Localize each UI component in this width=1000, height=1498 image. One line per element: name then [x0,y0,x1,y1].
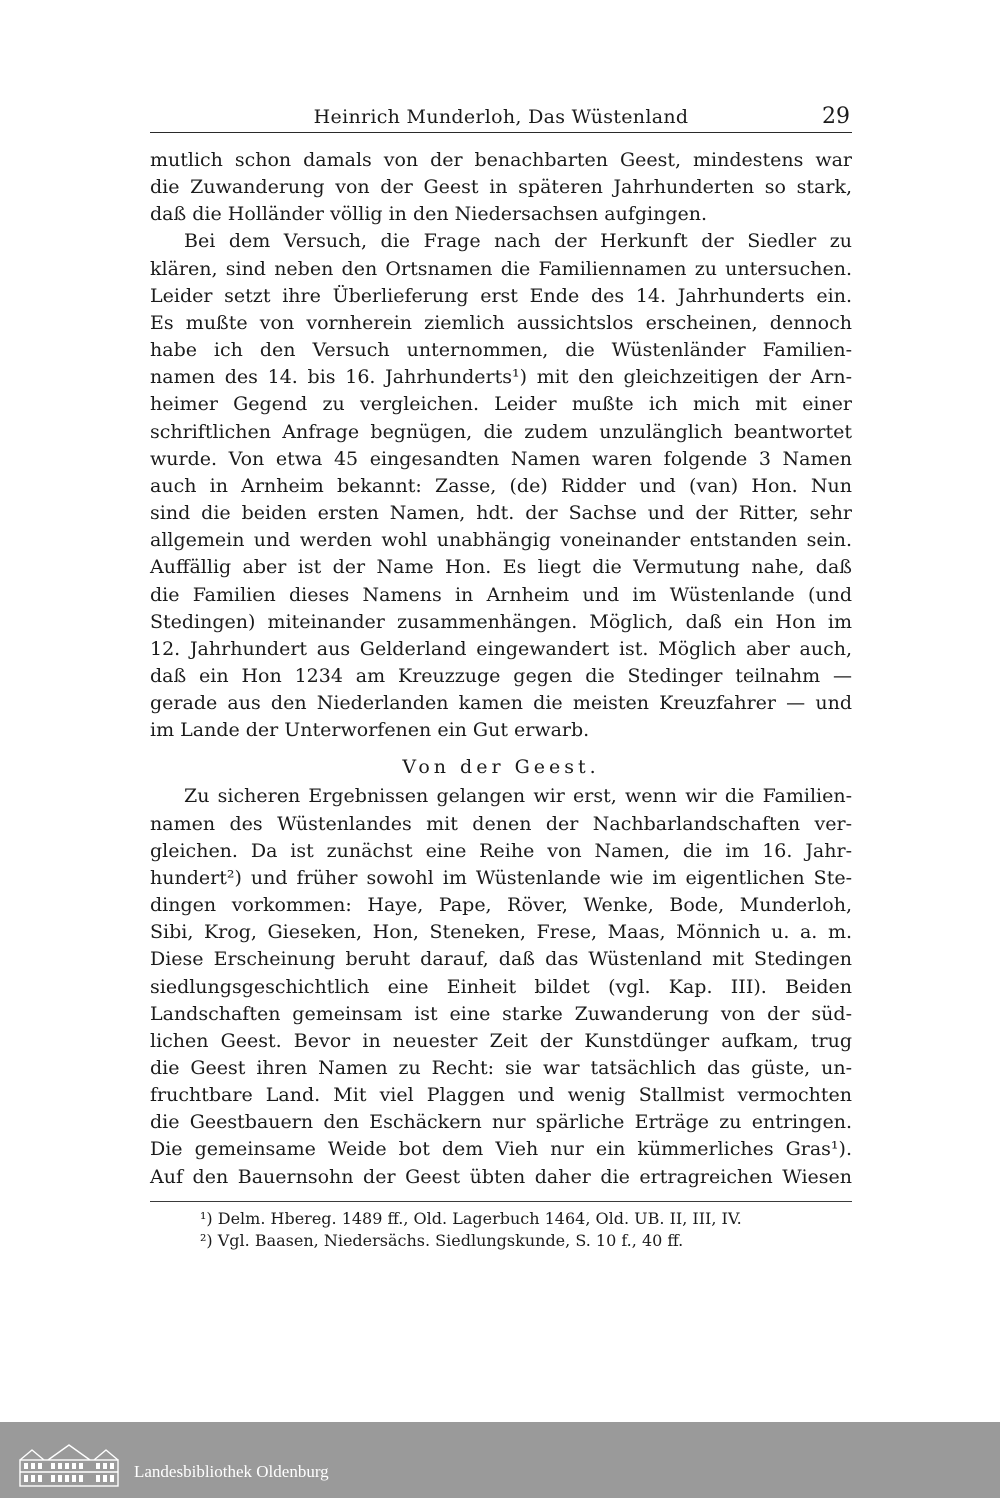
text-line: gerade aus den Niederlanden kamen die meisten Kreuzfahrer — und [150,692,852,715]
text-line: Bei dem Versuch, die Frage nach der Herkunft der Siedler zu [184,230,852,253]
footnote-2: ²) Vgl. Baasen, Niedersächs. Siedlungskunde, S. 10 f., 40 ff. [200,1230,684,1250]
footnote-rule [150,1201,852,1202]
library-name: Landesbibliothek Oldenburg [134,1462,329,1481]
text-line: Es mußte von vornherein ziemlich aussichtslos erscheinen, dennoch [150,311,852,334]
text-line: schriftlichen Anfrage begnügen, die zudem unzulänglich beantwortet [150,420,852,443]
paragraph-3 [150,783,852,1190]
text-line: fruchtbare Land. Mit viel Plaggen und wenig Stallmist vermochten [150,1084,852,1107]
text-line: Die gemeinsame Weide bot dem Vieh nur ein kümmerliches Gras¹). [150,1138,852,1161]
text-line: heimer Gegend zu vergleichen. Leider mußte ich mich mit einer [150,393,852,416]
section-heading: Von der Geest. [402,756,600,779]
text-line: hundert²) und früher sowohl im Wüstenlande wie im eigentlichen Ste- [150,866,852,889]
text-line: allgemein und werden wohl unabhängig voneinander entstanden sein. [150,529,852,552]
text-line: Landschaften gemeinsam ist eine starke Zuwanderung von der süd- [150,1002,852,1025]
page-number: 29 [822,104,850,129]
footnote-1: ¹) Delm. Hbereg. 1489 ff., Old. Lagerbuch 1464, Old. UB. II, III, IV. [200,1208,742,1228]
book-page [150,100,852,1252]
text-line: die Zuwanderung von der Geest in späteren Jahrhunderten so stark, [150,176,852,199]
footnotes [150,1208,852,1252]
text-line: gleichen. Da ist zunächst eine Reihe von Namen, die im 16. Jahr- [150,839,852,862]
text-line: Sibi, Krog, Gieseken, Hon, Steneken, Frese, Maas, Mönnich u. a. m. [150,921,852,944]
text-line: Stedingen) miteinander zusammenhängen. Möglich, daß ein Hon im [150,610,852,633]
text-line: namen des 14. bis 16. Jahrhunderts¹) mit den gleichzeitigen der Arn- [150,366,852,389]
text-line: klären, sind neben den Ortsnamen die Familiennamen zu untersuchen. [150,257,852,280]
running-head [150,100,852,133]
text-line: habe ich den Versuch unternommen, die Wüstenländer Familien- [150,339,852,362]
text-line: namen des Wüstenlandes mit denen der Nachbarlandschaften ver- [150,812,852,835]
running-title: Heinrich Munderloh, Das Wüstenland [313,106,689,128]
text-line: daß die Holländer völlig in den Niedersachsen aufgingen. [150,203,708,226]
library-building-icon [18,1442,120,1488]
text-line: 12. Jahrhundert aus Gelderland eingewandert ist. Möglich aber auch, [150,637,852,660]
body-text [150,147,852,1191]
library-footer-bar [0,1422,1000,1498]
text-line: sind die beiden ersten Namen, hdt. der Sachse und der Ritter, sehr [150,502,852,525]
text-line: im Lande der Unterworfenen ein Gut erwarb. [150,719,590,742]
text-line: Auf den Bauernsohn der Geest übten daher die ertragreichen Wiesen [150,1165,852,1188]
text-line: siedlungsgeschichtlich eine Einheit bildet (vgl. Kap. III). Beiden [150,975,852,998]
text-line: auch in Arnheim bekannt: Zasse, (de) Ridder und (van) Hon. Nun [150,474,852,497]
paragraph-2 [150,228,852,744]
text-line: die Geest ihren Namen zu Recht: sie war tatsächlich das güste, un- [150,1057,852,1079]
text-line: lichen Geest. Bevor in neuester Zeit der Kunstdünger aufkam, trug [150,1029,852,1052]
text-line: Zu sicheren Ergebnissen gelangen wir erst, wenn wir die Familien- [184,785,852,808]
text-line: die Geestbauern den Eschäckern nur spärliche Erträge zu entringen. [150,1111,852,1134]
text-line: Leider setzt ihre Überlieferung erst Ende des 14. Jahrhunderts ein. [150,284,852,307]
text-line: Diese Erscheinung beruht darauf, daß das Wüstenland mit Stedingen [150,948,852,971]
text-line: Auffällig aber ist der Name Hon. Es liegt die Vermutung nahe, daß [150,556,852,579]
text-line: die Familien dieses Namens in Arnheim und im Wüstenlande (und [150,583,852,606]
paragraph-1 [150,147,852,228]
text-line: dingen vorkommen: Haye, Pape, Röver, Wenke, Bode, Munderloh, [150,894,852,917]
text-line: daß ein Hon 1234 am Kreuzzuge gegen die Stedinger teilnahm — [150,664,852,687]
text-line: wurde. Von etwa 45 eingesandten Namen waren folgende 3 Namen [150,447,852,470]
text-line: mutlich schon damals von der benachbarten Geest, mindestens war [150,149,852,171]
